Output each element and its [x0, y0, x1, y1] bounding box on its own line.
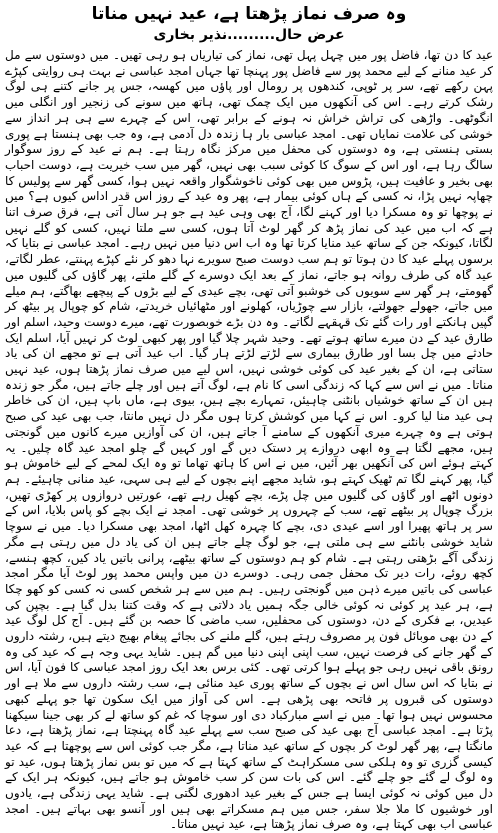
- article-body: عید کا دن تھا، فاضل پور میں چہل پہل تھی، نماز کی تیاریاں ہو رہی تھیں۔ میں دوستوں سے مل کر عید منانے کے لیے محمد پور سے فاضل پور پہنچا تھا جہاں امجد عباسی نے بہت ہی روایتی کپڑے پہن رکھے تھے، سر پر ٹوپی، کندھوں پر رومال اور پاؤں میں کھسہ، جس پر جانے کتنے ہی لوگ رشک کرتے رہے۔ اس کی آنکھوں میں ایک چمک تھی، ہاتھ میں سونے کی زنجیر اور انگلی میں انگوٹھی۔ واڑھی کی تراش خراش نہ ہونے کے برابر تھی، اس کے چہرے سے ہی ہر انداز سے خوشی کی علامت نمایاں تھی۔ امجد عباسی بار ہا زندہ دل آدمی ہے، وہ جب بھی ہنستا ہے پوری بستی ہنستی ہے، وہ دوستوں کی محفل میں مرکز نگاہ رہتا ہے۔ ہم نے عید کے روز سوگوار سالگ رہا ہے، اور اس کے سوگ کا کوئی سبب بھی نہیں، گھر میں سب خیریت ہے، دوست احباب بھی بخیر و عافیت ہیں، پڑوس میں بھی کوئی ناخوشگوار واقعہ نہیں ہوا، کسی گھر سے پولیس کا چھاپہ نہیں پڑا، نہ کسی کے ہاں کوئی بیمار ہے، پھر وہ عید کے روز اس قدر اداس کیوں ہے؟ میں نے پوچھا تو وہ مسکرا دیا اور کہنے لگا، آج بھی وہی عید ہے جو ہر سال آتی ہے، فرق صرف اتنا ہے کہ اب میں عید کی نماز پڑھ کر گھر لوٹ آتا ہوں، کسی سے ملتا نہیں، کسی کو گلے نہیں لگاتا، کیونکہ جن کے ساتھ عید منایا کرتا تھا وہ اب اس دنیا میں نہیں رہے۔ امجد عباسی نے بتایا کہ برسوں پہلے عید کا دن ہوتا تو ہم سب دوست صبح سویرے نہا دھو کر نئے کپڑے پہنتے، عطر لگاتے، عید گاہ کی طرف روانہ ہو جاتے، نماز کے بعد ایک دوسرے کے گلے ملتے، پھر گاؤں کی گلیوں میں گھومتے، ہر گھر سے سویوں کی خوشبو آتی تھی، بچے عیدی کے لیے بڑوں کے پیچھے بھاگتے، ہم میلے میں جاتے، جھولے جھولتے، بازار سے چوڑیاں، کھلونے اور مٹھائیاں خریدتے، شام کو چوپال پر بیٹھ کر گپیں ہانکتے اور رات گئے تک قہقہے لگاتے۔ وہ دن بڑے خوبصورت تھے، میرے دوست وحید، اسلم اور طارق عید کے دن میرے ساتھ ہوتے تھے۔ وحید شہر چلا گیا اور پھر کبھی لوٹ کر نہیں آیا، اسلم ایک حادثے میں چل بسا اور طارق بیماری سے لڑتے لڑتے ہار گیا۔ اب عید آتی ہے تو مجھے ان کی یاد ستاتی ہے، ان کے بغیر عید کی کوئی خوشی نہیں، اس لیے میں صرف نماز پڑھتا ہوں، عید نہیں مناتا۔ میں نے اس سے کہا کہ زندگی اسی کا نام ہے، لوگ آتے ہیں اور چلے جاتے ہیں، مگر جو زندہ ہیں ان کے ساتھ خوشیاں بانٹنی چاہیئں، تمہارے بچے ہیں، بیوی ہے، ماں باپ ہیں، ان کی خاطر ہی عید منا لیا کرو۔ اس نے کہا میں کوشش کرتا ہوں مگر دل نہیں مانتا، جب بھی عید کی صبح ہوتی ہے وہ چہرے میری آنکھوں کے سامنے آ جاتے ہیں، ان کی آوازیں میرے کانوں میں گونجتی ہیں، مجھے لگتا ہے وہ ابھی دروازے پر دستک دیں گے اور کہیں گے چلو امجد عید گاہ چلیں۔ یہ کہتے ہوئے اس کی آنکھیں بھر آئیں، میں نے اس کا ہاتھ تھاما تو وہ ایک لمحے کے لیے خاموش ہو گیا، پھر کہنے لگا تم ٹھیک کہتے ہو، شاید مجھے اپنے بچوں کے لیے ہی سہی، عید منانی چاہیئے۔ ہم دونوں اٹھے اور گاؤں کی گلیوں میں چل پڑے، بچے کھیل رہے تھے، عورتیں دروازوں پر کھڑی تھیں، بزرگ چوپال پر بیٹھے تھے، سب کے چہروں پر خوشی تھی۔ امجد نے ایک بچے کو پاس بلایا، اس کے سر پر ہاتھ پھیرا اور اسے عیدی دی، بچے کا چہرہ کھل اٹھا، امجد بھی مسکرا دیا۔ میں نے سوچا شاید خوشی بانٹنے سے ہی ملتی ہے، جو لوگ چلے جاتے ہیں ان کی یاد دل میں رہتی ہے مگر زندگی آگے بڑھتی رہتی ہے۔ شام کو ہم دوستوں کے ساتھ بیٹھے، پرانی باتیں یاد کیں، کچھ ہنسے، کچھ روئے، رات دیر تک محفل جمی رہی۔ دوسرے دن میں واپس محمد پور لوٹ آیا مگر امجد عباسی کی باتیں میرے ذہن میں گونجتی رہیں۔ ہم میں سے ہر شخص کسی نہ کسی کو کھو چکا ہے، ہر عید پر کوئی نہ کوئی خالی جگہ ہمیں یاد دلاتی ہے کہ وقت کتنا بدل گیا ہے۔ بچپن کی عیدیں، بے فکری کے دن، دوستوں کی محفلیں، سب ماضی کا حصہ بن گئے ہیں۔ آج کل لوگ عید کے دن بھی موبائل فون پر مصروف رہتے ہیں، گلے ملنے کی بجائے پیغام بھیج دیتے ہیں، رشتہ داروں کے گھر جانے کی فرصت نہیں، سب اپنی اپنی دنیا میں گم ہیں۔ شاید یہی وجہ ہے کہ عید کی وہ رونق باقی نہیں رہی جو پہلے ہوا کرتی تھی۔ کئی برس بعد ایک روز امجد عباسی کا فون آیا، اس نے بتایا کہ اس سال اس نے بچوں کے ساتھ پوری عید منائی ہے، سب رشتہ داروں سے ملا ہے اور دوستوں کی قبروں پر فاتحہ بھی پڑھی ہے۔ اس کی آواز میں ایک سکون تھا جو پہلے کبھی محسوس نہیں ہوا تھا۔ میں نے اسے مبارکباد دی اور سوچا کہ غم کو ساتھ لے کر بھی جینا سیکھنا پڑتا ہے۔ امجد عباسی آج بھی عید کی صبح سب سے پہلے عید گاہ پہنچتا ہے، نماز پڑھتا ہے، دعا مانگتا ہے، پھر گھر لوٹ کر بچوں کے ساتھ عید مناتا ہے، مگر جب کوئی اس سے پوچھتا ہے کہ عید کیسی گزری تو وہ ہلکی سی مسکراہٹ کے ساتھ کہتا ہے کہ میں تو بس نماز پڑھتا ہوں، عید تو وہ لوگ لے گئے جو چلے گئے۔ اس کی بات سن کر سب خاموش ہو جاتے ہیں، کیونکہ ہر ایک کے دل میں کوئی نہ کوئی ایسا ہے جس کے بغیر عید ادھوری لگتی ہے۔ شاید یہی زندگی ہے، یادوں اور خوشیوں کا ملا جلا سفر، جس میں ہم مسکراتے بھی ہیں اور آنسو بھی بہاتے ہیں۔ امجد عباسی اب بھی کہتا ہے، وہ صرف نماز پڑھتا ہے، عید نہیں مناتا۔: [5, 48, 494, 832]
- article-headline: وہ صرف نماز پڑھتا ہے، عید نہیں مناتا: [91, 4, 407, 24]
- article-byline: عرض حال.........نذیر بخاری: [153, 27, 345, 43]
